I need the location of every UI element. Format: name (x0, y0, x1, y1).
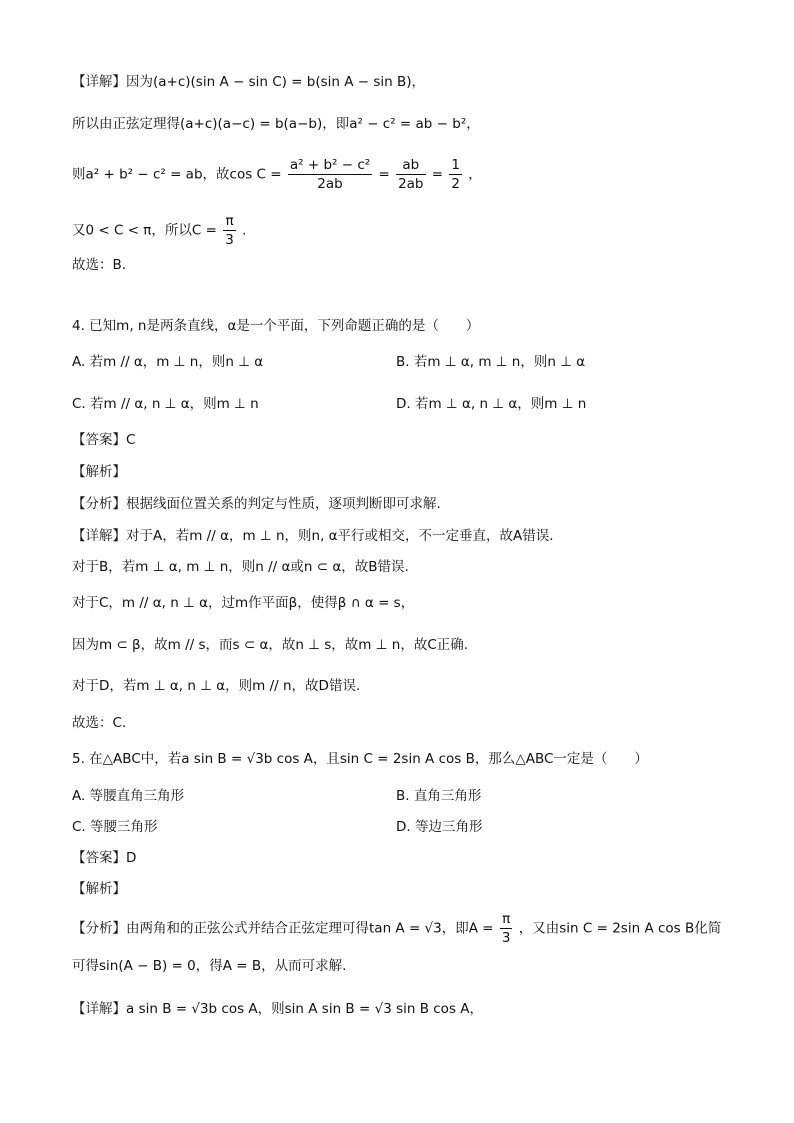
q4-option-a: A. 若m // α，m ⊥ n，则n ⊥ α (72, 354, 264, 370)
solution-line-1: 【详解】因为(a+c)(sin A − sin C) = b(sin A − sin B)， (72, 74, 426, 90)
q4-analysis: 【分析】根据线面位置关系的判定与性质，逐项判断即可求解. (72, 496, 441, 512)
q5-detail-1: 【详解】a sin B = √3b cos A，则sin A sin B = √3 sin B cos A， (72, 1001, 483, 1017)
line3-end: ， (468, 166, 482, 183)
fraction-1-denominator: 2ab (317, 176, 343, 192)
q5-analysis-prefix: 【分析】由两角和的正弦公式并结合正弦定理可得tan A = √3，即A = (72, 920, 494, 937)
equals-sign: = (431, 166, 444, 183)
solution-line-2: 所以由正弦定理得(a+c)(a−c) = b(a−b)，即a² − c² = ab − b²， (72, 116, 480, 132)
solution-answer-b: 故选：B. (72, 257, 127, 273)
equals-sign: = (378, 166, 390, 183)
fraction-pi-numerator: π (500, 910, 513, 929)
fraction-3-numerator: 1 (451, 157, 460, 173)
fraction-1-numerator: a² + b² − c² (289, 157, 371, 173)
question-4: 4. 已知m, n是两条直线，α是一个平面，下列命题正确的是（ ） (72, 318, 480, 334)
q5-option-c: C. 等腰三角形 (72, 819, 158, 835)
solution-line-3 (72, 156, 482, 193)
q5-analysis-2: 可得sin(A − B) = 0，得A = B，从而可求解. (72, 958, 347, 974)
q4-detail-4: 因为m ⊂ β，故m // s，而s ⊂ α，故n ⊥ s，故m ⊥ n，故C正确. (72, 637, 469, 653)
line4-prefix: 又0 < C < π，所以C = (72, 222, 217, 239)
line3-prefix: 则a² + b² − c² = ab，故cos C = (72, 166, 282, 183)
fraction-pi-denominator: 3 (501, 930, 511, 946)
fraction-2-denominator: 2ab (398, 176, 424, 192)
question-5: 5. 在△ABC中，若a sin B = √3b cos A，且sin C = 2sin A cos B，那么△ABC一定是（ ） (72, 751, 648, 767)
q4-option-b: B. 若m ⊥ α, m ⊥ n，则n ⊥ α (396, 354, 586, 370)
q5-option-d: D. 等边三角形 (396, 819, 483, 835)
q4-detail-5: 对于D，若m ⊥ α, n ⊥ α，则m // n，故D错误. (72, 678, 361, 694)
fraction-1 (288, 156, 372, 193)
q4-option-d: D. 若m ⊥ α, n ⊥ α，则m ⊥ n (396, 396, 587, 412)
q4-detail-3: 对于C，m // α, n ⊥ α，过m作平面β，使得β ∩ α = s， (72, 595, 415, 611)
fraction-2-numerator: ab (396, 156, 425, 175)
fraction-3 (449, 156, 462, 193)
q5-option-a: A. 等腰直角三角形 (72, 788, 185, 804)
fraction-2 (396, 156, 425, 193)
q5-answer: 【答案】D (72, 850, 137, 866)
q5-analysis-heading: 【解析】 (72, 881, 126, 897)
fraction-3-denominator: 2 (451, 176, 460, 192)
line4-end: . (242, 222, 247, 239)
q4-analysis-heading: 【解析】 (72, 464, 126, 480)
fraction-pi-3 (500, 910, 513, 947)
q4-detail-2: 对于B，若m ⊥ α, m ⊥ n，则n // α或n ⊂ α，故B错误. (72, 559, 409, 575)
fraction-pi-3 (223, 212, 236, 249)
q4-selection: 故选：C. (72, 715, 127, 731)
solution-line-4 (72, 212, 246, 249)
fraction-pi-denominator: 3 (225, 232, 234, 248)
q4-option-c: C. 若m // α, n ⊥ α，则m ⊥ n (72, 396, 259, 412)
q4-answer: 【答案】C (72, 432, 136, 448)
q5-analysis (72, 910, 721, 947)
q5-analysis-suffix: ，又由sin C = 2sin A cos B化简 (518, 920, 722, 937)
fraction-pi-numerator: π (223, 212, 236, 231)
q5-option-b: B. 直角三角形 (396, 788, 482, 804)
q4-detail-1: 【详解】对于A，若m // α，m ⊥ n，则n, α平行或相交，不一定垂直，故A错误. (72, 528, 554, 544)
